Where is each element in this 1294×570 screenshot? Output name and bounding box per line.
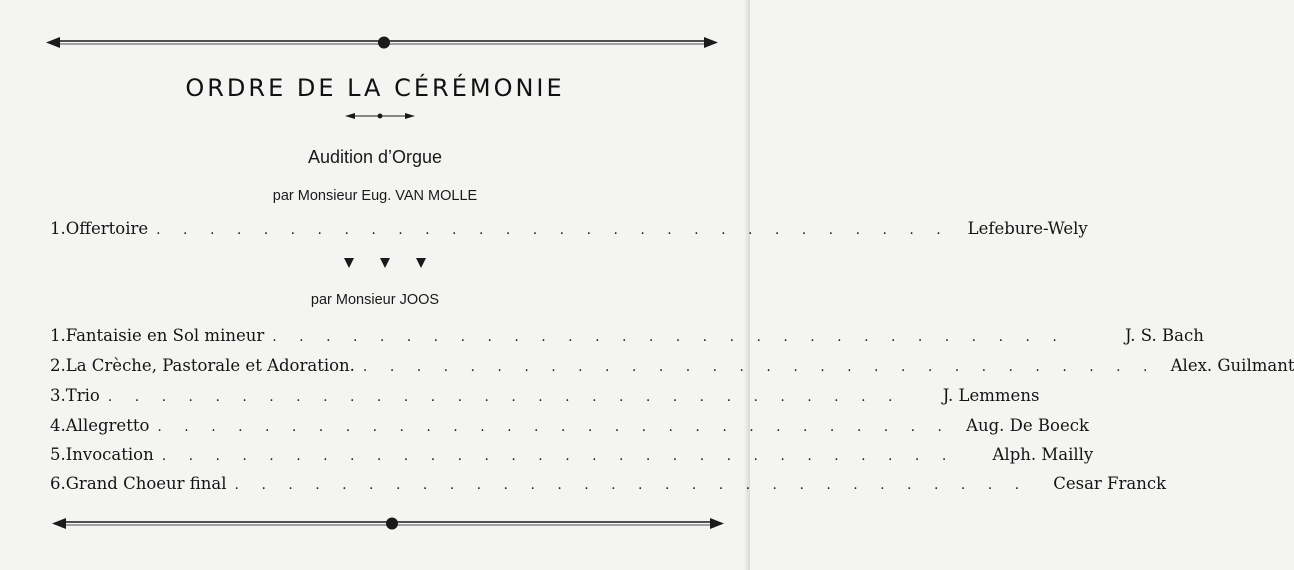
program-item [50, 445, 1094, 469]
dot-leader: . . . . . . . . . . . . . . . . . . . . . . . . . . . . . . [156, 222, 950, 238]
triangle-icon [380, 258, 390, 268]
dot-leader: . . . . . . . . . . . . . . . . . . . . . . . . . . . . . . [107, 389, 902, 405]
item-number: 1. [50, 219, 66, 238]
program-item [50, 474, 1167, 498]
item-composer: Alph. Mailly [992, 445, 1094, 464]
performer-joos: par Monsieur JOOS [310, 292, 440, 308]
item-title: La Crèche, Pastorale et Adoration. [65, 356, 355, 375]
item-composer: J. Lemmens [942, 386, 1040, 405]
item-title: Grand Choeur final [65, 474, 227, 493]
program-item [50, 416, 1089, 440]
performer-van-molle: par Monsieur Eug. VAN MOLLE [272, 188, 478, 204]
item-composer: Alex. Guilmant [1170, 356, 1294, 375]
program-item [50, 386, 1040, 410]
item-composer: J. S. Bach [1124, 326, 1204, 345]
program-item [50, 356, 1294, 380]
dot-leader: . . . . . . . . . . . . . . . . . . . . . . . . . . . . . . [272, 329, 1066, 345]
item-composer: Cesar Franck [1053, 474, 1167, 493]
section-heading: Audition d’Orgue [307, 147, 443, 167]
dot-leader: . . . . . . . . . . . . . . . . . . . . . . . . . . . . . . [234, 477, 1029, 493]
top-ornamental-rule [46, 33, 718, 53]
dot-leader: . . . . . . . . . . . . . . . . . . . . . . . . . . . . . . [362, 359, 1157, 375]
program-item [50, 219, 1088, 243]
title-flourish [345, 110, 415, 122]
program-item [50, 326, 1204, 350]
page-title: ORDRE DE LA CÉRÉMONIE [185, 74, 565, 102]
item-title: Allegretto [65, 416, 150, 435]
item-number: 3. [50, 386, 66, 405]
item-number: 5. [50, 445, 66, 464]
item-composer: Aug. De Boeck [966, 416, 1089, 435]
item-title: Fantaisie en Sol mineur [65, 326, 265, 345]
item-number: 6. [50, 474, 66, 493]
dot-leader: . . . . . . . . . . . . . . . . . . . . . . . . . . . . . . [161, 448, 956, 464]
bottom-ornamental-rule [52, 514, 724, 534]
dot-leader: . . . . . . . . . . . . . . . . . . . . . . . . . . . . . . [157, 419, 951, 435]
item-number: 2. [50, 356, 66, 375]
item-number: 1. [50, 326, 66, 345]
item-title: Invocation [65, 445, 154, 464]
item-title: Offertoire [65, 219, 149, 238]
triangle-icon [344, 258, 354, 268]
item-title: Trio [65, 386, 100, 405]
item-number: 4. [50, 416, 66, 435]
triangle-icon [416, 258, 426, 268]
item-composer: Lefebure-Wely [967, 219, 1088, 238]
triangle-ornament [344, 258, 426, 274]
